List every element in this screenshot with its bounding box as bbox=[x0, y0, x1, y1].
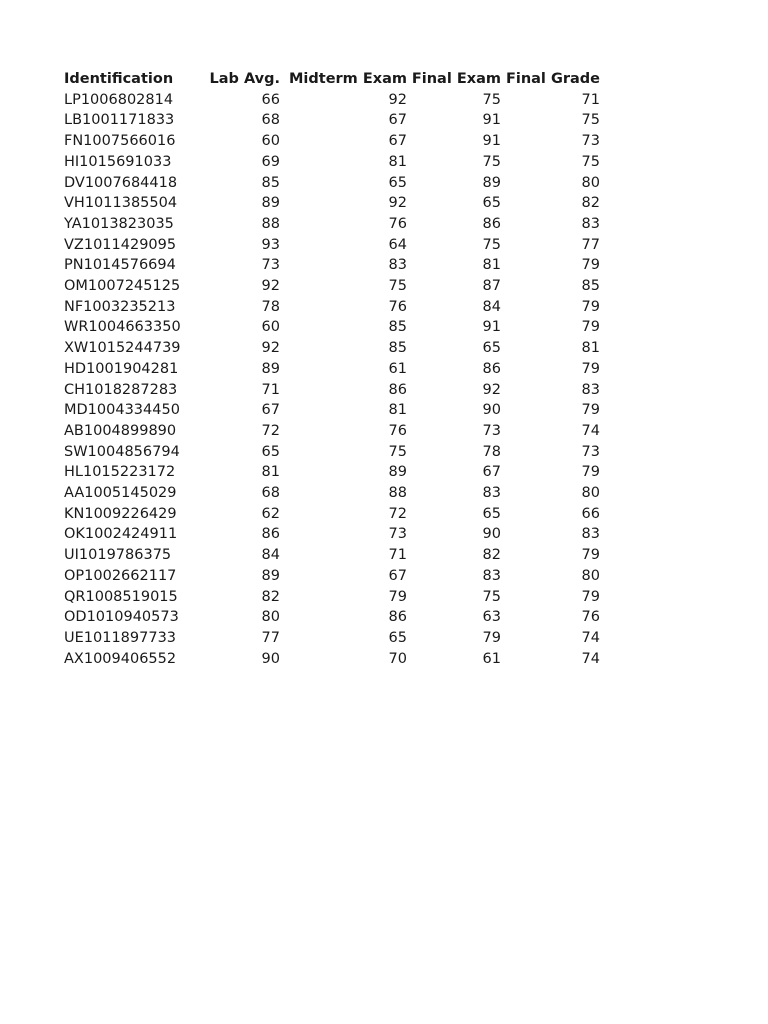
cell-final-grade: 80 bbox=[581, 174, 600, 191]
cell-final-grade: 79 bbox=[581, 298, 600, 315]
cell-final-exam: 78 bbox=[482, 443, 501, 460]
table-row bbox=[64, 193, 600, 214]
cell-lab-avg: 69 bbox=[261, 153, 280, 170]
cell-lab-avg: 92 bbox=[261, 278, 280, 295]
cell-final-exam: 86 bbox=[482, 360, 501, 377]
cell-lab-avg: 89 bbox=[261, 567, 280, 584]
cell-final-grade: 66 bbox=[581, 505, 600, 522]
cell-midterm-exam: 92 bbox=[388, 91, 407, 108]
cell-lab-avg: 92 bbox=[261, 340, 280, 357]
cell-final-exam: 90 bbox=[482, 402, 501, 419]
cell-midterm-exam: 67 bbox=[388, 567, 407, 584]
table-row bbox=[64, 400, 600, 421]
cell-identification: UI1019786375 bbox=[64, 547, 172, 564]
cell-final-grade: 79 bbox=[581, 402, 600, 419]
table-row bbox=[64, 607, 600, 628]
cell-midterm-exam: 85 bbox=[388, 319, 407, 336]
cell-final-exam: 91 bbox=[482, 133, 501, 150]
cell-final-grade: 73 bbox=[581, 443, 600, 460]
cell-midterm-exam: 67 bbox=[388, 112, 407, 129]
cell-midterm-exam: 64 bbox=[388, 236, 407, 253]
cell-lab-avg: 81 bbox=[261, 464, 280, 481]
table-row bbox=[64, 276, 600, 297]
cell-final-grade: 71 bbox=[581, 91, 600, 108]
cell-final-grade: 83 bbox=[581, 526, 600, 543]
cell-identification: OK1002424911 bbox=[64, 526, 178, 543]
cell-lab-avg: 82 bbox=[261, 588, 280, 605]
cell-identification: VZ1011429095 bbox=[64, 236, 177, 253]
table-row bbox=[64, 545, 600, 566]
cell-lab-avg: 90 bbox=[261, 650, 280, 667]
cell-final-grade: 85 bbox=[581, 278, 600, 295]
table-row bbox=[64, 524, 600, 545]
cell-final-grade: 83 bbox=[581, 381, 600, 398]
cell-midterm-exam: 81 bbox=[388, 153, 407, 170]
header-final-grade: Final Grade bbox=[505, 71, 600, 87]
table-row bbox=[64, 152, 600, 173]
cell-midterm-exam: 92 bbox=[388, 195, 407, 212]
cell-midterm-exam: 71 bbox=[388, 547, 407, 564]
cell-final-exam: 87 bbox=[482, 278, 501, 295]
table-row bbox=[64, 317, 600, 338]
cell-lab-avg: 77 bbox=[261, 629, 280, 646]
cell-midterm-exam: 76 bbox=[388, 422, 407, 439]
cell-identification: YA1013823035 bbox=[64, 215, 174, 232]
cell-identification: XW1015244739 bbox=[64, 340, 181, 357]
cell-midterm-exam: 61 bbox=[388, 360, 407, 377]
table-row bbox=[64, 338, 600, 359]
cell-final-exam: 75 bbox=[482, 236, 501, 253]
cell-final-grade: 82 bbox=[581, 195, 600, 212]
cell-final-grade: 81 bbox=[581, 340, 600, 357]
cell-lab-avg: 72 bbox=[261, 422, 280, 439]
cell-lab-avg: 71 bbox=[261, 381, 280, 398]
cell-final-grade: 80 bbox=[581, 567, 600, 584]
cell-lab-avg: 86 bbox=[261, 526, 280, 543]
cell-midterm-exam: 86 bbox=[388, 381, 407, 398]
cell-identification: LP1006802814 bbox=[64, 91, 174, 108]
cell-midterm-exam: 85 bbox=[388, 340, 407, 357]
header-row bbox=[64, 69, 600, 90]
table-row bbox=[64, 483, 600, 504]
cell-identification: UE1011897733 bbox=[64, 629, 177, 646]
cell-lab-avg: 60 bbox=[261, 133, 280, 150]
cell-lab-avg: 80 bbox=[261, 609, 280, 626]
cell-final-exam: 83 bbox=[482, 567, 501, 584]
header-identification: Identification bbox=[64, 71, 174, 87]
cell-final-exam: 91 bbox=[482, 112, 501, 129]
cell-final-exam: 84 bbox=[482, 298, 501, 315]
cell-lab-avg: 65 bbox=[261, 443, 280, 460]
table-row bbox=[64, 359, 600, 380]
cell-final-exam: 82 bbox=[482, 547, 501, 564]
cell-identification: OP1002662117 bbox=[64, 567, 177, 584]
table-row bbox=[64, 421, 600, 442]
cell-identification: NF1003235213 bbox=[64, 298, 176, 315]
table-row bbox=[64, 566, 600, 587]
table-row bbox=[64, 214, 600, 235]
cell-final-grade: 80 bbox=[581, 485, 600, 502]
cell-identification: LB1001171833 bbox=[64, 112, 175, 129]
cell-midterm-exam: 76 bbox=[388, 298, 407, 315]
cell-final-grade: 77 bbox=[581, 236, 600, 253]
table-row bbox=[64, 255, 600, 276]
cell-final-grade: 75 bbox=[581, 153, 600, 170]
grades-table bbox=[64, 69, 600, 669]
cell-identification: HI1015691033 bbox=[64, 153, 172, 170]
cell-identification: WR1004663350 bbox=[64, 319, 181, 336]
cell-lab-avg: 73 bbox=[261, 257, 280, 274]
cell-identification: VH1011385504 bbox=[64, 195, 178, 212]
table-row bbox=[64, 649, 600, 670]
cell-lab-avg: 66 bbox=[261, 91, 280, 108]
cell-identification: OD1010940573 bbox=[64, 609, 179, 626]
table-row bbox=[64, 462, 600, 483]
cell-identification: AA1005145029 bbox=[64, 485, 177, 502]
table-row bbox=[64, 297, 600, 318]
cell-final-grade: 79 bbox=[581, 547, 600, 564]
cell-final-grade: 83 bbox=[581, 215, 600, 232]
cell-identification: KN1009226429 bbox=[64, 505, 177, 522]
cell-midterm-exam: 88 bbox=[388, 485, 407, 502]
cell-lab-avg: 88 bbox=[261, 215, 280, 232]
cell-midterm-exam: 79 bbox=[388, 588, 407, 605]
cell-lab-avg: 60 bbox=[261, 319, 280, 336]
cell-final-grade: 73 bbox=[581, 133, 600, 150]
cell-identification: FN1007566016 bbox=[64, 133, 176, 150]
table-row bbox=[64, 442, 600, 463]
table-row bbox=[64, 235, 600, 256]
cell-lab-avg: 62 bbox=[261, 505, 280, 522]
cell-lab-avg: 89 bbox=[261, 360, 280, 377]
cell-midterm-exam: 73 bbox=[388, 526, 407, 543]
cell-lab-avg: 68 bbox=[261, 112, 280, 129]
table-row bbox=[64, 504, 600, 525]
cell-final-grade: 79 bbox=[581, 360, 600, 377]
cell-final-grade: 74 bbox=[581, 629, 600, 646]
cell-identification: AX1009406552 bbox=[64, 650, 177, 667]
cell-midterm-exam: 65 bbox=[388, 629, 407, 646]
cell-identification: AB1004899890 bbox=[64, 422, 177, 439]
cell-midterm-exam: 75 bbox=[388, 443, 407, 460]
cell-lab-avg: 68 bbox=[261, 485, 280, 502]
cell-lab-avg: 93 bbox=[261, 236, 280, 253]
header-midterm-exam: Midterm Exam bbox=[288, 71, 407, 87]
cell-final-exam: 65 bbox=[482, 340, 501, 357]
cell-identification: DV1007684418 bbox=[64, 174, 178, 191]
cell-identification: QR1008519015 bbox=[64, 588, 178, 605]
cell-final-grade: 74 bbox=[581, 422, 600, 439]
cell-lab-avg: 85 bbox=[261, 174, 280, 191]
cell-identification: HD1001904281 bbox=[64, 360, 179, 377]
cell-final-exam: 86 bbox=[482, 215, 501, 232]
cell-final-grade: 79 bbox=[581, 588, 600, 605]
cell-final-grade: 79 bbox=[581, 257, 600, 274]
cell-lab-avg: 78 bbox=[261, 298, 280, 315]
cell-midterm-exam: 70 bbox=[388, 650, 407, 667]
cell-final-exam: 61 bbox=[482, 650, 501, 667]
cell-final-grade: 79 bbox=[581, 319, 600, 336]
cell-final-exam: 83 bbox=[482, 485, 501, 502]
cell-final-exam: 92 bbox=[482, 381, 501, 398]
cell-identification: OM1007245125 bbox=[64, 278, 181, 295]
cell-midterm-exam: 83 bbox=[388, 257, 407, 274]
cell-final-grade: 74 bbox=[581, 650, 600, 667]
cell-lab-avg: 89 bbox=[261, 195, 280, 212]
cell-lab-avg: 67 bbox=[261, 402, 280, 419]
cell-midterm-exam: 65 bbox=[388, 174, 407, 191]
cell-final-exam: 75 bbox=[482, 153, 501, 170]
cell-midterm-exam: 86 bbox=[388, 609, 407, 626]
cell-identification: HL1015223172 bbox=[64, 464, 176, 481]
cell-final-exam: 81 bbox=[482, 257, 501, 274]
cell-final-grade: 75 bbox=[581, 112, 600, 129]
table-row bbox=[64, 110, 600, 131]
cell-identification: MD1004334450 bbox=[64, 402, 180, 419]
cell-final-exam: 91 bbox=[482, 319, 501, 336]
cell-final-exam: 75 bbox=[482, 91, 501, 108]
cell-midterm-exam: 75 bbox=[388, 278, 407, 295]
header-final-exam: Final Exam bbox=[411, 71, 501, 87]
cell-final-exam: 75 bbox=[482, 588, 501, 605]
cell-final-exam: 63 bbox=[482, 609, 501, 626]
cell-midterm-exam: 89 bbox=[388, 464, 407, 481]
cell-identification: SW1004856794 bbox=[64, 443, 180, 460]
cell-final-grade: 79 bbox=[581, 464, 600, 481]
table-body bbox=[64, 90, 600, 670]
cell-final-exam: 67 bbox=[482, 464, 501, 481]
cell-identification: CH1018287283 bbox=[64, 381, 178, 398]
cell-final-exam: 90 bbox=[482, 526, 501, 543]
table-row bbox=[64, 628, 600, 649]
table-row bbox=[64, 173, 600, 194]
table-row bbox=[64, 131, 600, 152]
cell-final-exam: 73 bbox=[482, 422, 501, 439]
header-lab-avg: Lab Avg. bbox=[209, 71, 280, 87]
cell-final-grade: 76 bbox=[581, 609, 600, 626]
cell-midterm-exam: 67 bbox=[388, 133, 407, 150]
cell-final-exam: 79 bbox=[482, 629, 501, 646]
cell-midterm-exam: 76 bbox=[388, 215, 407, 232]
cell-final-exam: 65 bbox=[482, 505, 501, 522]
table-row bbox=[64, 380, 600, 401]
table-row bbox=[64, 90, 600, 111]
cell-final-exam: 65 bbox=[482, 195, 501, 212]
table-row bbox=[64, 587, 600, 608]
cell-lab-avg: 84 bbox=[261, 547, 280, 564]
cell-final-exam: 89 bbox=[482, 174, 501, 191]
cell-midterm-exam: 72 bbox=[388, 505, 407, 522]
cell-midterm-exam: 81 bbox=[388, 402, 407, 419]
cell-identification: PN1014576694 bbox=[64, 257, 176, 274]
